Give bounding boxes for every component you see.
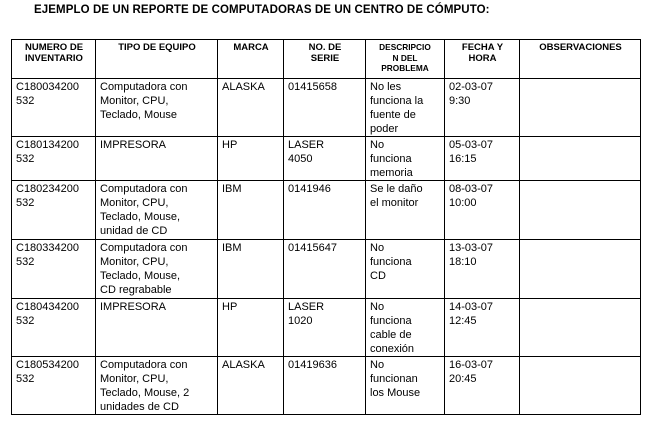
cell-inventario: C180234200 532 — [12, 181, 96, 240]
cell-fecha-hora: 05-03-07 16:15 — [445, 137, 520, 181]
cell-tipo-equipo: Computadora con Monitor, CPU, Teclado, Mouse — [96, 79, 218, 137]
cell-inventario: C180334200 532 — [12, 240, 96, 299]
cell-descripcion: No funcionan los Mouse — [366, 357, 445, 415]
cell-tipo-equipo: IMPRESORA — [96, 137, 218, 181]
cell-observaciones — [520, 357, 641, 415]
cell-marca: HP — [218, 299, 284, 357]
report-title: EJEMPLO DE UN REPORTE DE COMPUTADORAS DE UN CENTRO DE CÓMPUTO: — [34, 4, 490, 16]
cell-marca: HP — [218, 137, 284, 181]
cell-inventario: C180434200 532 — [12, 299, 96, 357]
cell-serie: 01415647 — [284, 240, 366, 299]
table-header-row — [12, 40, 641, 79]
cell-marca: ALASKA — [218, 79, 284, 137]
cell-serie: 01419636 — [284, 357, 366, 415]
cell-inventario: C180034200 532 — [12, 79, 96, 137]
header-marca: MARCA — [218, 40, 284, 79]
header-descripcion-problema: DESCRIPCIO N DEL PROBLEMA — [366, 40, 445, 79]
header-observaciones: OBSERVACIONES — [520, 40, 641, 79]
table-row — [12, 357, 641, 415]
computer-report-table — [11, 39, 641, 415]
header-numero-serie: NO. DE SERIE — [284, 40, 366, 79]
header-fecha-hora: FECHA Y HORA — [445, 40, 520, 79]
cell-observaciones — [520, 299, 641, 357]
cell-descripcion: No funciona memoria — [366, 137, 445, 181]
cell-observaciones — [520, 181, 641, 240]
cell-serie: 0141946 — [284, 181, 366, 240]
cell-marca: ALASKA — [218, 357, 284, 415]
cell-fecha-hora: 13-03-07 18:10 — [445, 240, 520, 299]
cell-descripcion: No funciona cable de conexión — [366, 299, 445, 357]
cell-observaciones — [520, 137, 641, 181]
cell-marca: IBM — [218, 240, 284, 299]
cell-fecha-hora: 14-03-07 12:45 — [445, 299, 520, 357]
cell-fecha-hora: 02-03-07 9:30 — [445, 79, 520, 137]
cell-tipo-equipo: Computadora con Monitor, CPU, Teclado, Mouse, CD regrabable — [96, 240, 218, 299]
cell-descripcion: No funciona CD — [366, 240, 445, 299]
table-row — [12, 181, 641, 240]
cell-serie: LASER 1020 — [284, 299, 366, 357]
cell-tipo-equipo: IMPRESORA — [96, 299, 218, 357]
cell-inventario: C180134200 532 — [12, 137, 96, 181]
table-row — [12, 79, 641, 137]
cell-descripcion: Se le daño el monitor — [366, 181, 445, 240]
header-numero-inventario: NUMERO DE INVENTARIO — [12, 40, 96, 79]
table-row — [12, 240, 641, 299]
cell-fecha-hora: 08-03-07 10:00 — [445, 181, 520, 240]
cell-tipo-equipo: Computadora con Monitor, CPU, Teclado, Mouse, unidad de CD — [96, 181, 218, 240]
table-row — [12, 137, 641, 181]
cell-observaciones — [520, 79, 641, 137]
table-row — [12, 299, 641, 357]
cell-observaciones — [520, 240, 641, 299]
cell-serie: LASER 4050 — [284, 137, 366, 181]
cell-serie: 01415658 — [284, 79, 366, 137]
cell-inventario: C180534200 532 — [12, 357, 96, 415]
cell-marca: IBM — [218, 181, 284, 240]
cell-descripcion: No les funciona la fuente de poder — [366, 79, 445, 137]
cell-fecha-hora: 16-03-07 20:45 — [445, 357, 520, 415]
header-tipo-equipo: TIPO DE EQUIPO — [96, 40, 218, 79]
cell-tipo-equipo: Computadora con Monitor, CPU, Teclado, Mouse, 2 unidades de CD — [96, 357, 218, 415]
